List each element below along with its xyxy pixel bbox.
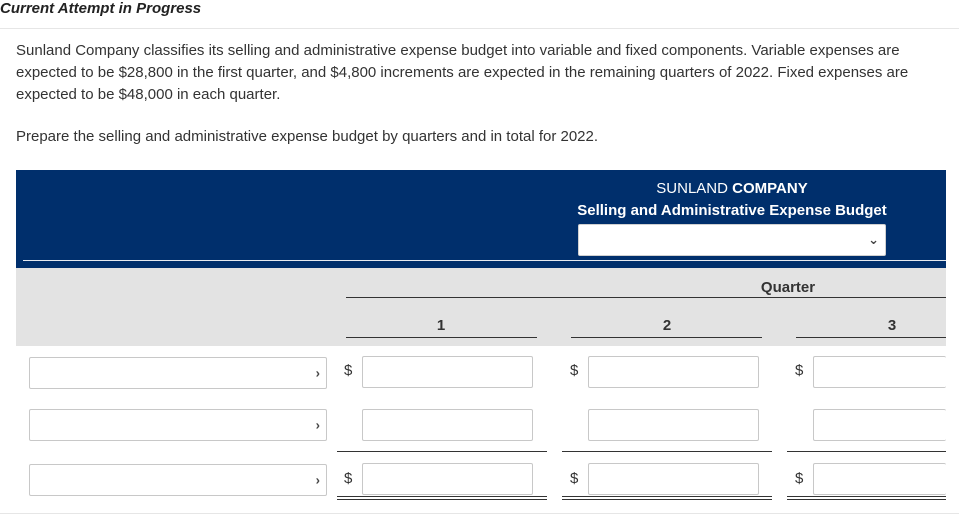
row-3-q3-dollar: $: [795, 470, 804, 487]
banner-divider: [23, 260, 946, 261]
row-2-q3-amount[interactable]: [813, 409, 946, 441]
chevron-down-icon: ›: [315, 417, 320, 433]
chevron-down-icon: ›: [315, 365, 320, 381]
row-2-q3-sum-rule: [787, 451, 946, 452]
quarter-2-header: 2: [662, 317, 672, 334]
company-name-prefix: SUNLAND: [656, 180, 733, 197]
row-1-q2-dollar: $: [570, 362, 579, 379]
row-1-q3-amount[interactable]: [813, 356, 946, 388]
attempt-status-title: Current Attempt in Progress: [0, 0, 202, 17]
row-2-q2-sum-rule: [562, 451, 772, 452]
header-divider: [0, 28, 959, 29]
quarter-3-header: 3: [887, 317, 897, 334]
row-2-label-select[interactable]: [29, 409, 327, 441]
company-name-bold: COMPANY: [732, 180, 808, 197]
row-3-q3-double-rule: [787, 496, 946, 500]
row-3-q2-dollar: $: [570, 470, 579, 487]
row-1-q1-amount[interactable]: [362, 356, 533, 388]
budget-title: Selling and Administrative Expense Budget: [577, 202, 887, 219]
quarter-1-underline: [346, 337, 537, 338]
row-3-q1-amount[interactable]: [362, 463, 533, 495]
row-3-q2-double-rule: [562, 496, 772, 500]
quarter-label: Quarter: [760, 279, 816, 296]
quarter-3-underline: [796, 337, 946, 338]
row-2-q2-amount[interactable]: [588, 409, 759, 441]
quarter-1-header: 1: [436, 317, 446, 334]
row-1-label-select[interactable]: [29, 357, 327, 389]
row-1-q2-amount[interactable]: [588, 356, 759, 388]
footer-divider: [0, 513, 959, 514]
row-1-q3-dollar: $: [795, 362, 804, 379]
row-1-q1-dollar: $: [344, 362, 353, 379]
chevron-down-icon: ›: [315, 472, 320, 488]
row-3-q1-dollar: $: [344, 470, 353, 487]
row-3-q1-double-rule: [337, 496, 547, 500]
row-3-q2-amount[interactable]: [588, 463, 759, 495]
period-select[interactable]: [578, 224, 886, 256]
problem-statement: Sunland Company classifies its selling and administrative expense budget into variable and fixed components. Variable expenses are expected to be $28,800 in the first quarter, and $4,800 increments are expected in the remaining quarters of 2022. Fixed expenses are expected to be $48,000 in each quarter.: [16, 42, 909, 103]
chevron-down-icon: ⌄: [868, 232, 879, 247]
problem-instruction: Prepare the selling and administrative expense budget by quarters and in total for 2022.: [16, 128, 599, 145]
row-2-q1-sum-rule: [337, 451, 547, 452]
row-3-label-select[interactable]: [29, 464, 327, 496]
quarter-underline: [346, 297, 946, 298]
row-2-q1-amount[interactable]: [362, 409, 533, 441]
company-name: [562, 180, 902, 198]
quarter-2-underline: [571, 337, 762, 338]
row-3-q3-amount[interactable]: [813, 463, 946, 495]
